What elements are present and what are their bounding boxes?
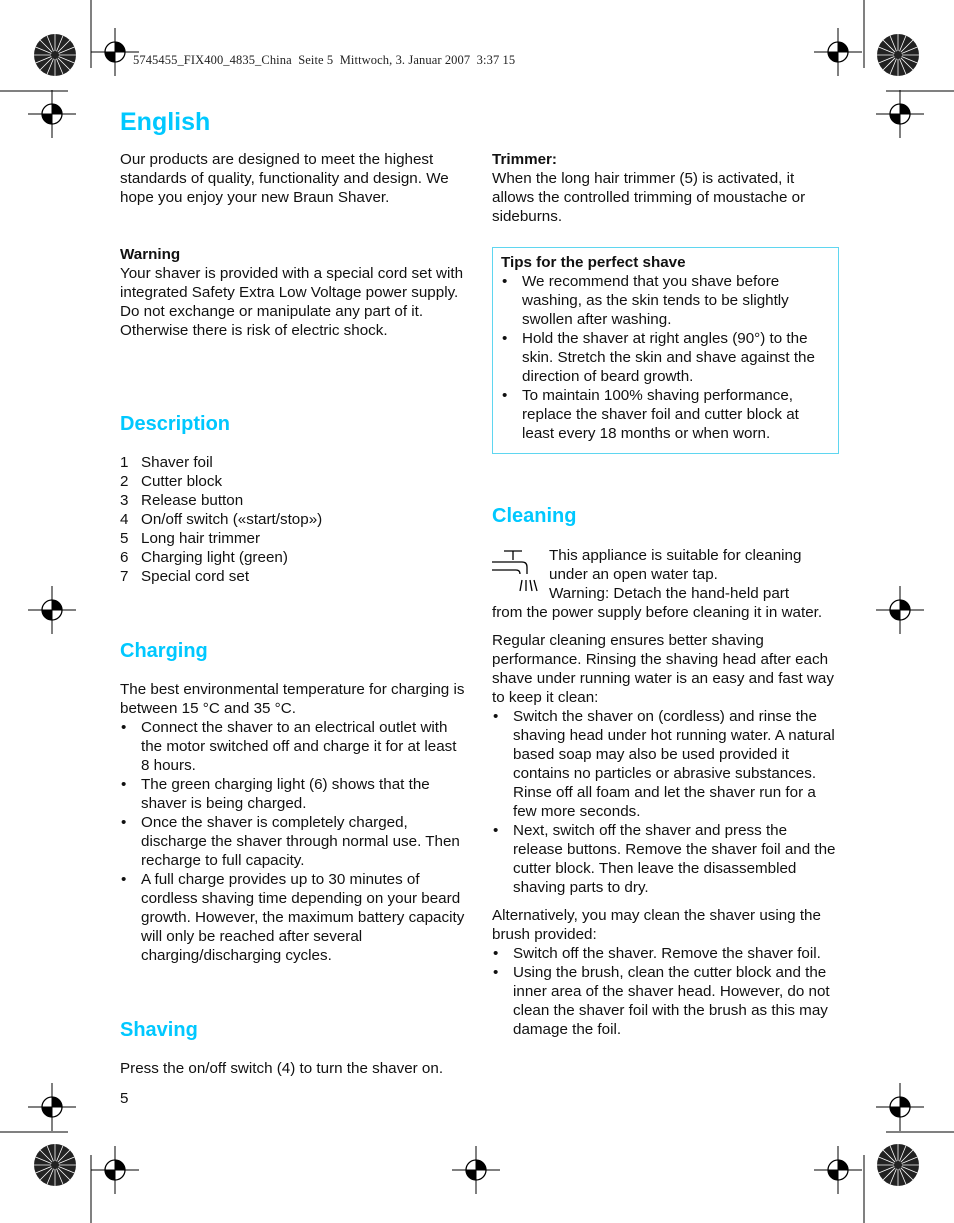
registration-mark-icon (876, 586, 924, 634)
trimmer-block (492, 150, 837, 226)
color-bar-wheel-icon (877, 34, 919, 76)
registration-mark-icon (814, 1146, 862, 1194)
cleaning-block (492, 603, 837, 1039)
tips-heading: Tips for the perfect shave (501, 254, 686, 271)
tap-warning: Warning: Detach the hand-held part (549, 585, 790, 602)
shaving-heading: Shaving (120, 1019, 198, 1041)
registration-mark-icon (28, 586, 76, 634)
charging-list (120, 718, 465, 965)
charging-intro: The best environmental temperature for charging is between 15 °C and 35 °C. (120, 681, 465, 717)
list-item: 6 Charging light (green) (120, 549, 288, 566)
tap-info (549, 546, 839, 603)
warning-heading: Warning (120, 246, 181, 263)
warning-text: Your shaver is provided with a special cord set with integrated Safety Extra Low Voltage power supply. Do not exchange or manipulate any part of it. Otherwise there is risk of electric shock. (120, 265, 464, 339)
list-item: • The green charging light (6) shows that the shaver is being charged. (120, 775, 465, 813)
cleaning-list-a (492, 707, 837, 897)
print-slug: 5745455_FIX400_4835_China Seite 5 Mittwoch, 3. Januar 2007 3:37 15 (133, 53, 516, 67)
page-number: 5 (120, 1090, 129, 1107)
warning-block (120, 245, 465, 340)
list-item: • Once the shaver is completely charged, discharge the shaver through normal use. Then recharge to full capacity. (120, 813, 465, 870)
registration-mark-icon (28, 90, 76, 138)
tap-warning-cont: from the power supply before cleaning it in water. (492, 604, 823, 621)
list-item: • To maintain 100% shaving performance, replace the shaver foil and cutter block at least every 18 months or when worn. (501, 386, 830, 443)
description-list (120, 453, 465, 586)
description-heading: Description (120, 413, 231, 435)
list-item: 1 Shaver foil (120, 454, 213, 471)
list-item: 5 Long hair trimmer (120, 530, 261, 547)
list-item: 3 Release button (120, 492, 244, 509)
tips-box (492, 247, 839, 454)
list-item: 4 On/off switch («start/stop») (120, 511, 323, 528)
color-bar-wheel-icon (877, 1144, 919, 1186)
registration-mark-icon (28, 1083, 76, 1131)
list-item: • Hold the shaver at right angles (90°) to the skin. Stretch the skin and shave against the direction of beard growth. (501, 329, 830, 386)
tips-list (501, 272, 830, 443)
charging-heading: Charging (120, 640, 208, 662)
registration-mark-icon (876, 1083, 924, 1131)
list-item: 7 Special cord set (120, 568, 250, 585)
cleaning-list-b (492, 944, 837, 1039)
registration-mark-icon (876, 90, 924, 138)
shaving-text: Press the on/off switch (4) to turn the shaver on. (120, 1060, 444, 1077)
tap-text: This appliance is suitable for cleaning under an open water tap. (549, 547, 802, 583)
intro-text: Our products are designed to meet the highest standards of quality, functionality and design. We hope you enjoy your new Braun Shaver. (120, 151, 449, 206)
list-item: • Switch off the shaver. Remove the shaver foil. (492, 944, 837, 963)
registration-mark-icon (91, 28, 139, 76)
trimmer-text: When the long hair trimmer (5) is activated, it allows the controlled trimming of moustache or sideburns. (492, 170, 806, 225)
color-bar-wheel-icon (34, 34, 76, 76)
trimmer-heading: Trimmer: (492, 151, 557, 168)
list-item: • A full charge provides up to 30 minutes of cordless shaving time depending on your beard growth. However, the maximum battery capacity will only be reached after several charging/discharging cycles. (120, 870, 465, 965)
list-item: 2 Cutter block (120, 473, 223, 490)
cleaning-regular: Regular cleaning ensures better shaving performance. Rinsing the shaving head after each shave under running water is an easy and fast way to keep it clean: (492, 632, 834, 706)
cleaning-heading: Cleaning (492, 505, 577, 527)
page-title: English (120, 108, 211, 136)
list-item: • Connect the shaver to an electrical outlet with the motor switched off and charge it for at least 8 hours. (120, 718, 465, 775)
registration-mark-icon (91, 1146, 139, 1194)
registration-mark-icon (814, 28, 862, 76)
cleaning-alternative: Alternatively, you may clean the shaver using the brush provided: (492, 907, 821, 943)
list-item: • We recommend that you shave before washing, as the skin tends to be slightly swollen after washing. (501, 272, 830, 329)
registration-mark-icon (452, 1146, 500, 1194)
list-item: • Next, switch off the shaver and press the release buttons. Remove the shaver foil and the cutter block. Then leave the disassembled shaving parts to dry. (492, 821, 837, 897)
water-tap-icon (492, 546, 542, 592)
list-item: • Switch the shaver on (cordless) and rinse the shaving head under hot running water. A natural based soap may also be used provided it contains no particles or abrasive substances. Rinse off all foam and let the shaver run for a few more seconds. (492, 707, 837, 821)
charging-block (120, 680, 465, 965)
list-item: • Using the brush, clean the cutter block and the inner area of the shaver head. However, do not clean the shaver foil with the brush as this may damage the foil. (492, 963, 837, 1039)
color-bar-wheel-icon (34, 1144, 76, 1186)
